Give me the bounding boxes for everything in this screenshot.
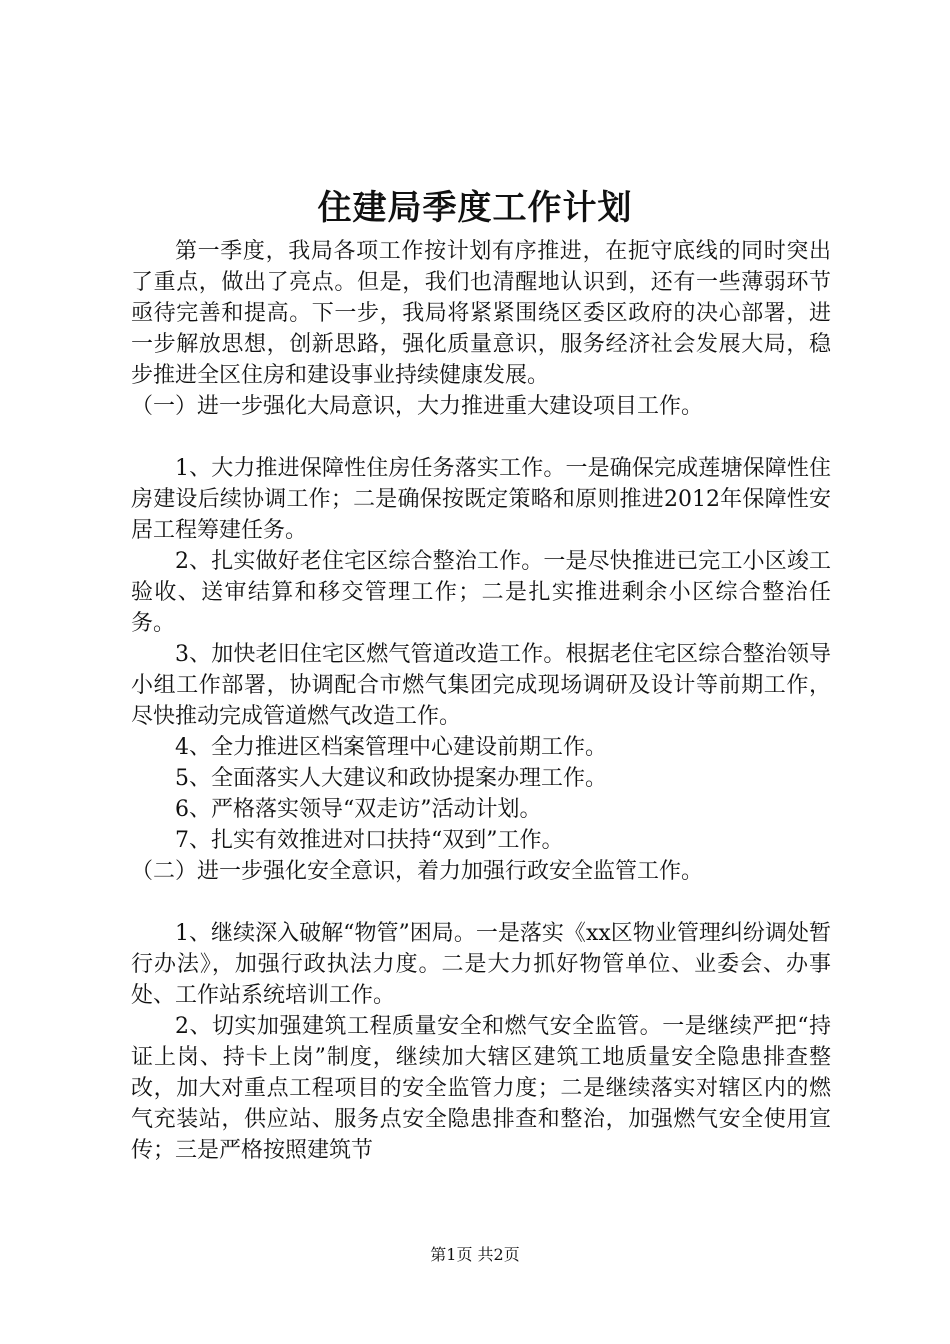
section-1-item-3: 3、加快老旧住宅区燃气管道改造工作。根据老住宅区综合整治领导小组工作部署，协调配合市燃气集团完成现场调研及设计等前期工作，尽快推动完成管道燃气改造工作。 bbox=[131, 642, 831, 729]
section-1-item-6: 6、严格落实领导“双走访”活动计划。 bbox=[175, 797, 542, 822]
section-1-item-7: 7、扎实有效推进对口扶持“双到”工作。 bbox=[175, 828, 564, 853]
page-number-footer: 第1页 共2页 bbox=[430, 1245, 520, 1264]
section-1-item-5: 5、全面落实人大建议和政协提案办理工作。 bbox=[175, 766, 607, 791]
document-title: 住建局季度工作计划 bbox=[317, 188, 633, 228]
section-2-item-1: 1、继续深入破解“物管”困局。一是落实《xx区物业管理纠纷调处暂行办法》，加强行政执法力度。二是大力抓好物管单位、业委会、办事处、工作站系统培训工作。 bbox=[131, 921, 831, 1008]
section-2-item-2: 2、切实加强建筑工程质量安全和燃气安全监管。一是继续严把“持证上岗、持卡上岗”制度，继续加大辖区建筑工地质量安全隐患排查整改，加大对重点工程项目的安全监管力度；二是继续落实对辖区内的燃气充装站，供应站、服务点安全隐患排查和整治，加强燃气安全使用宣传；三是严格按照建筑节 bbox=[131, 1014, 831, 1163]
section-1-item-1: 1、大力推进保障性住房任务落实工作。一是确保完成莲塘保障性住房建设后续协调工作；二是确保按既定策略和原则推进2012年保障性安居工程筹建任务。 bbox=[131, 456, 831, 543]
section-1-item-2: 2、扎实做好老住宅区综合整治工作。一是尽快推进已完工小区竣工验收、送审结算和移交管理工作；二是扎实推进剩余小区综合整治任务。 bbox=[131, 549, 831, 636]
section-1-item-4: 4、全力推进区档案管理中心建设前期工作。 bbox=[175, 735, 607, 760]
section-2-heading: （二）进一步强化安全意识，着力加强行政安全监管工作。 bbox=[131, 859, 704, 884]
blank-line bbox=[131, 422, 831, 453]
intro-paragraph: 第一季度，我局各项工作按计划有序推进，在扼守底线的同时突出了重点，做出了亮点。但是，我们也清醒地认识到，还有一些薄弱环节亟待完善和提高。下一步，我局将紧紧围绕区委区政府的决心部署，进一步解放思想，创新思路，强化质量意识，服务经济社会发展大局，稳步推进全区住房和建设事业持续健康发展。 bbox=[131, 239, 831, 388]
document-body bbox=[131, 236, 831, 1166]
blank-line bbox=[131, 887, 831, 918]
section-1-heading: （一）进一步强化大局意识，大力推进重大建设项目工作。 bbox=[131, 394, 704, 419]
